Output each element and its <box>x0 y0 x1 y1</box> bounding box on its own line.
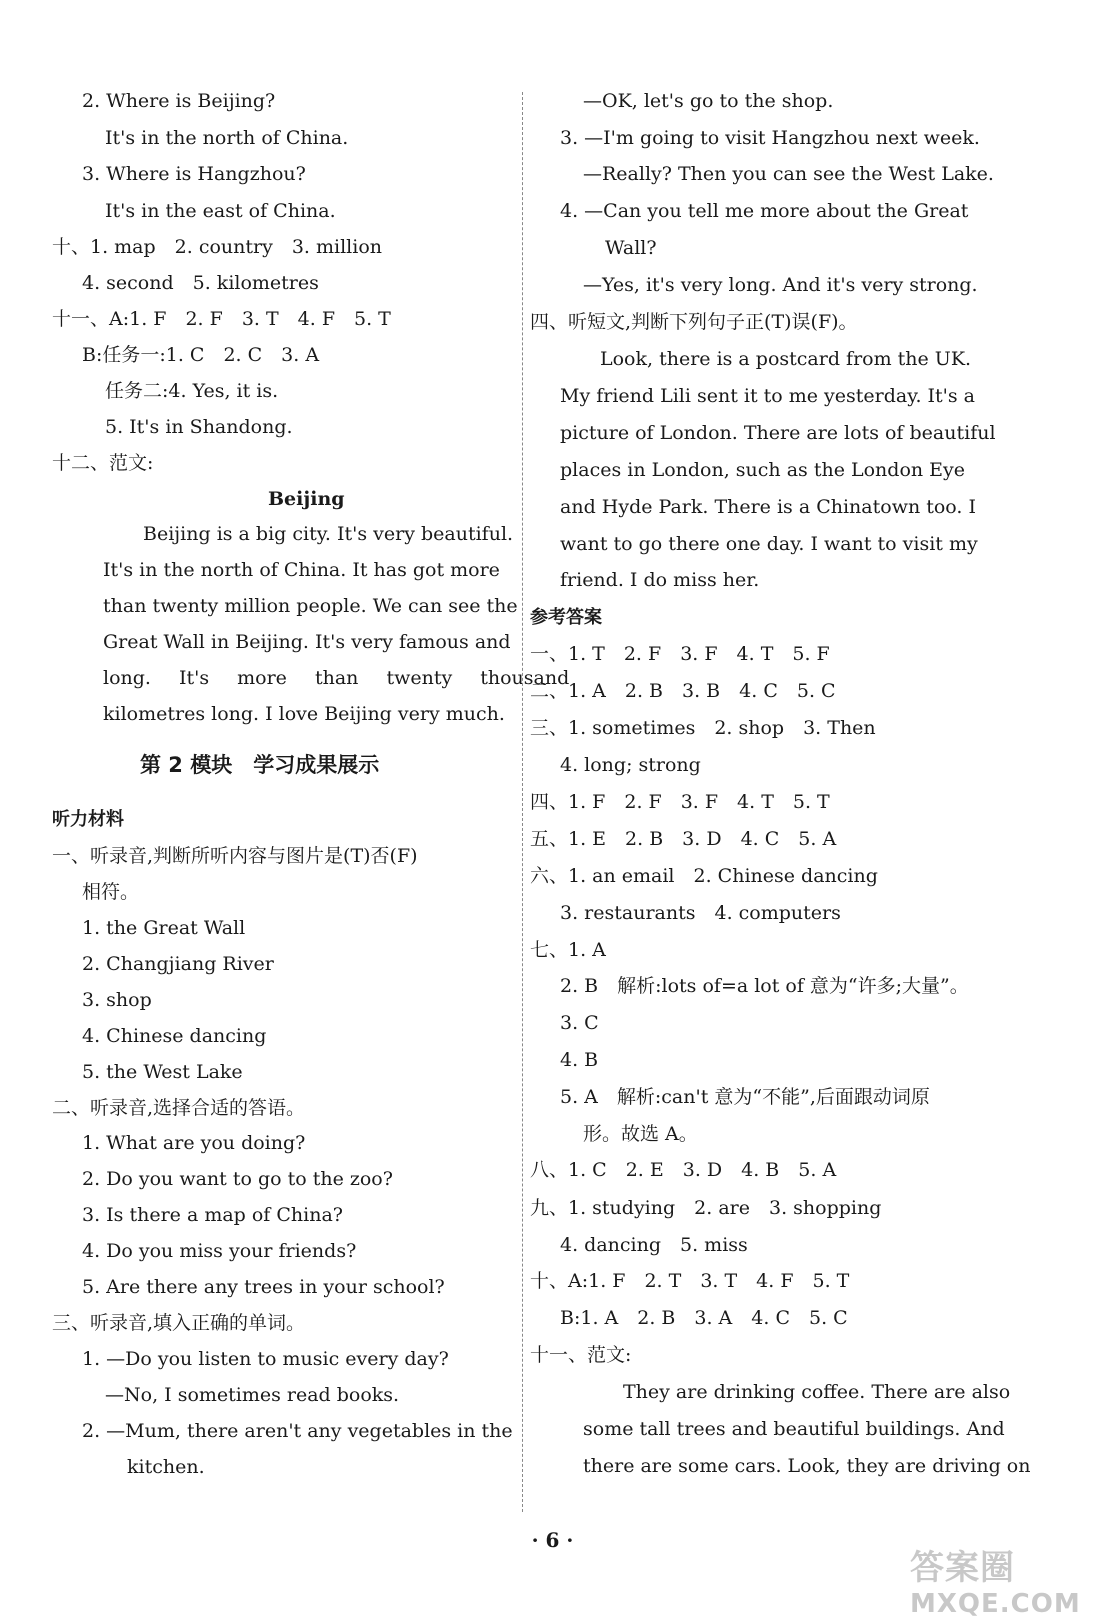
text-line: B:1. A 2. B 3. A 4. C 5. C <box>560 1307 848 1329</box>
text-line: 六、1. an email 2. Chinese dancing <box>530 865 878 887</box>
text-line: 十、1. map 2. country 3. million <box>52 236 383 258</box>
text-line: Great Wall in Beijing. It's very famous and <box>103 631 511 653</box>
watermark-logo-text: 答案圈 <box>910 1548 1015 1588</box>
text-line: 3. C <box>560 1012 599 1034</box>
text-line: 2. Where is Beijing? <box>82 90 276 112</box>
text-line: 形。故选 A。 <box>583 1123 698 1145</box>
text-line: Beijing is a big city. It's very beautiful. <box>143 523 514 545</box>
section-heading: 参考答案 <box>530 607 602 628</box>
text-line: 九、1. studying 2. are 3. shopping <box>530 1197 882 1219</box>
text-line: 四、听短文,判断下列句子正(T)误(F)。 <box>530 311 858 333</box>
page-number: · 6 · <box>531 1528 574 1552</box>
text-line: kitchen. <box>127 1456 205 1478</box>
text-line: 1. What are you doing? <box>82 1132 306 1154</box>
text-line: long. It's more than twenty thousand <box>103 667 570 689</box>
text-line: 十、A:1. F 2. T 3. T 4. F 5. T <box>530 1270 850 1292</box>
text-line: —No, I sometimes read books. <box>105 1384 400 1406</box>
text-line: places in London, such as the London Eye <box>560 459 966 481</box>
text-line: —Yes, it's very long. And it's very strong. <box>583 274 978 296</box>
text-line: 4. long; strong <box>560 754 701 776</box>
text-line: and Hyde Park. There is a Chinatown too. I <box>560 496 976 518</box>
text-line: there are some cars. Look, they are driving on <box>583 1455 1031 1477</box>
text-line: 十一、A:1. F 2. F 3. T 4. F 5. T <box>52 308 391 330</box>
text-line: 一、听录音,判断所听内容与图片是(T)否(F) <box>52 845 418 867</box>
text-line: 4. second 5. kilometres <box>82 272 319 294</box>
text-line: 3. restaurants 4. computers <box>560 902 841 924</box>
text-line: than twenty million people. We can see the <box>103 595 518 617</box>
text-line: some tall trees and beautiful buildings. And <box>583 1418 1005 1440</box>
text-line: 2. Changjiang River <box>82 953 274 975</box>
text-line: 三、1. sometimes 2. shop 3. Then <box>530 717 876 739</box>
text-line: 十二、范文: <box>52 452 154 474</box>
text-line: 任务二:4. Yes, it is. <box>105 380 279 402</box>
text-line: 十一、范文: <box>530 1344 632 1366</box>
text-line: 相符。 <box>82 881 140 903</box>
watermark <box>910 1540 1081 1619</box>
text-line: 5. It's in Shandong. <box>105 416 293 438</box>
text-line: 二、听录音,选择合适的答语。 <box>52 1097 306 1119</box>
text-line: 5. A 解析:can't 意为“不能”,后面跟动词原 <box>560 1086 930 1108</box>
text-line: 5. the West Lake <box>82 1061 243 1083</box>
text-line: 三、听录音,填入正确的单词。 <box>52 1312 306 1334</box>
text-line: picture of London. There are lots of beautiful <box>560 422 996 444</box>
text-line: 一、1. T 2. F 3. F 4. T 5. F <box>530 643 830 665</box>
text-line: —OK, let's go to the shop. <box>583 90 834 112</box>
text-line: 八、1. C 2. E 3. D 4. B 5. A <box>530 1159 837 1181</box>
text-line: 1. the Great Wall <box>82 917 246 939</box>
text-line: 3. shop <box>82 989 152 1011</box>
text-line: 4. Do you miss your friends? <box>82 1240 357 1262</box>
text-line: Look, there is a postcard from the UK. <box>600 348 972 370</box>
text-line: It's in the north of China. It has got more <box>103 559 500 581</box>
text-line: 3. Where is Hangzhou? <box>82 163 306 185</box>
column-divider <box>522 92 523 1512</box>
text-line: friend. I do miss her. <box>560 569 760 591</box>
text-line: want to go there one day. I want to visit my <box>560 533 978 555</box>
text-line: My friend Lili sent it to me yesterday. It's a <box>560 385 976 407</box>
watermark-url: MXQE.COM <box>910 1589 1081 1619</box>
text-line: 4. Chinese dancing <box>82 1025 267 1047</box>
section-title: 第 2 模块 学习成果展示 <box>140 753 380 777</box>
text-line: It's in the north of China. <box>105 127 349 149</box>
text-line: 2. B 解析:lots of=a lot of 意为“许多;大量”。 <box>560 975 969 997</box>
text-line: —Really? Then you can see the West Lake. <box>583 163 994 185</box>
section-heading: 听力材料 <box>52 809 124 830</box>
text-line: 4. —Can you tell me more about the Great <box>560 200 969 222</box>
text-line: 3. —I'm going to visit Hangzhou next week. <box>560 127 980 149</box>
text-line: 5. Are there any trees in your school? <box>82 1276 445 1298</box>
text-line: 4. B <box>560 1049 599 1071</box>
text-line: 七、1. A <box>530 939 606 961</box>
text-line: 二、1. A 2. B 3. B 4. C 5. C <box>530 680 836 702</box>
text-line: It's in the east of China. <box>105 200 336 222</box>
essay-title: Beijing <box>268 488 345 510</box>
text-line: 五、1. E 2. B 3. D 4. C 5. A <box>530 828 837 850</box>
text-line: 2. Do you want to go to the zoo? <box>82 1168 393 1190</box>
text-line: 4. dancing 5. miss <box>560 1234 748 1256</box>
text-line: kilometres long. I love Beijing very much. <box>103 703 505 725</box>
text-line: 2. —Mum, there aren't any vegetables in the <box>82 1420 513 1442</box>
text-line: 四、1. F 2. F 3. F 4. T 5. T <box>530 791 830 813</box>
text-line: B:任务一:1. C 2. C 3. A <box>82 344 320 366</box>
text-line: 1. —Do you listen to music every day? <box>82 1348 449 1370</box>
text-line: Wall? <box>605 237 657 259</box>
text-line: They are drinking coffee. There are also <box>623 1381 1011 1403</box>
text-line: 3. Is there a map of China? <box>82 1204 343 1226</box>
